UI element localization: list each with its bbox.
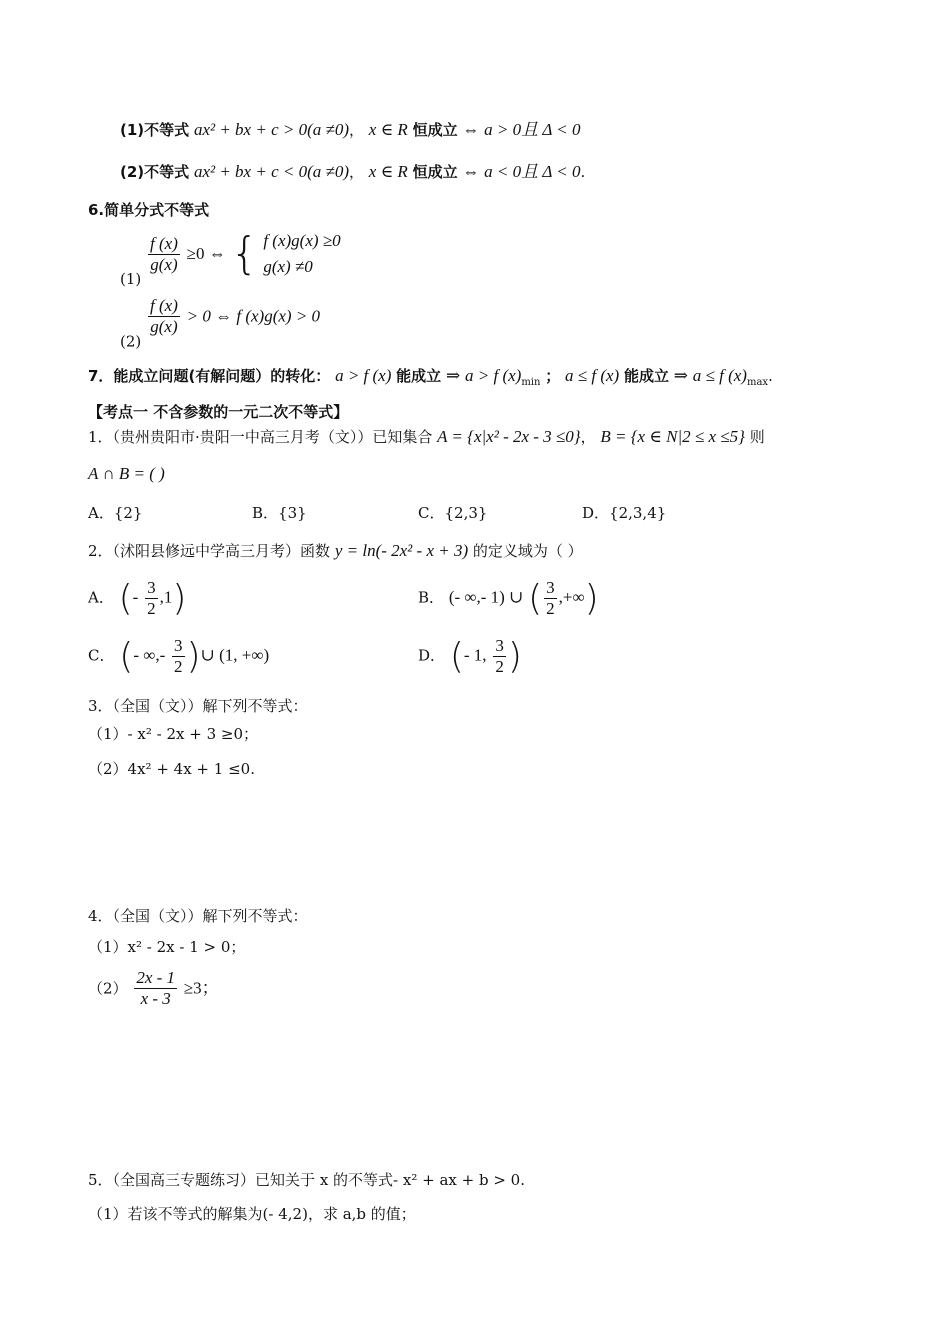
left-brace: { — [230, 228, 259, 279]
q1-option-a[interactable]: A．{2} — [88, 504, 143, 522]
q2-option-c[interactable]: C． (- ∞,- $\frac{3}{2}$ )∪ (1, +∞) — [88, 636, 270, 677]
question-1: 1．（贵州贵阳市·贵阳一中高三月考（文））已知集合 A = {x|x² - 2x - 3 ≤0}， B = {x ∈ N|2 ≤ x ≤5} 则 — [88, 427, 765, 446]
rule-1: (1)不等式 ax² + bx + c > 0(a ≠0)， x ∈ R 恒成立 ⇔ a > 0且 Δ < 0 — [120, 120, 581, 139]
question-4-part-1: （1）x² - 2x - 1 > 0； — [88, 938, 246, 956]
q2-option-a[interactable]: A． (- $\frac{3}{2}$ ,1) — [88, 578, 187, 619]
question-4-part-2: （2） $\frac{2x - 1}{x - 3}$ ≥3； — [88, 968, 219, 1008]
q2-option-d[interactable]: D． (- 1, $\frac{3}{2}$ ) — [418, 636, 522, 677]
question-1-ask: A ∩ B = ( ) — [88, 464, 165, 483]
fraction-rule-2: (2) $\frac{f (x)}{g(x)}$ > 0 ⇔ f (x)g(x) > 0 — [120, 296, 321, 351]
section-6-heading: 6.简单分式不等式 — [88, 201, 210, 219]
question-3-part-2: （2）4x² + 4x + 1 ≤0. — [88, 760, 255, 778]
fraction-rule-1: (1) $\frac{f (x)}{g(x)}$ ≥0 ⇔ { f (x)g(x) ≥0 g(x) ≠0 — [120, 228, 341, 288]
section-7: 7．能成立问题(有解问题）的转化： a > f (x) 能成立 ⇒ a > f $(x)_{min}$ ； a ≤ f (x) 能成立 ⇒ a ≤ f $(x)_{max}$. — [88, 366, 773, 388]
rule-2: (2)不等式 ax² + bx + c < 0(a ≠0)， x ∈ R 恒成立 ⇔ a < 0且 Δ < 0. — [120, 162, 586, 181]
fraction: $\frac{2x - 1}{x - 3}$ — [136, 968, 176, 1008]
section-title: 【考点一 不含参数的一元二次不等式】 — [88, 403, 349, 421]
q1-option-c[interactable]: C．{2,3} — [418, 504, 488, 522]
cases: f (x)g(x) ≥0 g(x) ≠0 — [263, 231, 341, 276]
question-4: 4．（全国（文））解下列不等式： — [88, 907, 308, 925]
q1-option-b[interactable]: B．{3} — [252, 504, 307, 522]
question-5-part-1: （1）若该不等式的解集为(- 4,2)，求 a,b 的值； — [88, 1205, 416, 1223]
question-3-part-1: （1）- x² - 2x + 3 ≥0； — [88, 725, 258, 743]
q1-option-d[interactable]: D．{2,3,4} — [582, 504, 667, 522]
question-2: 2．（沭阳县修远中学高三月考）函数 y = ln(- 2x² - x + 3) 的定义域为（ ） — [88, 541, 583, 560]
question-5: 5．（全国高三专题练习）已知关于 x 的不等式- x² + ax + b > 0. — [88, 1171, 525, 1189]
q2-option-b[interactable]: B． (- ∞,- 1) ∪ ( $\frac{3}{2}$ ,+∞) — [418, 578, 599, 619]
fraction: $\frac{f (x)}{g(x)}$ — [150, 233, 178, 274]
fraction: $\frac{f (x)}{g(x)}$ — [150, 296, 178, 336]
question-3: 3．（全国（文））解下列不等式： — [88, 697, 308, 715]
